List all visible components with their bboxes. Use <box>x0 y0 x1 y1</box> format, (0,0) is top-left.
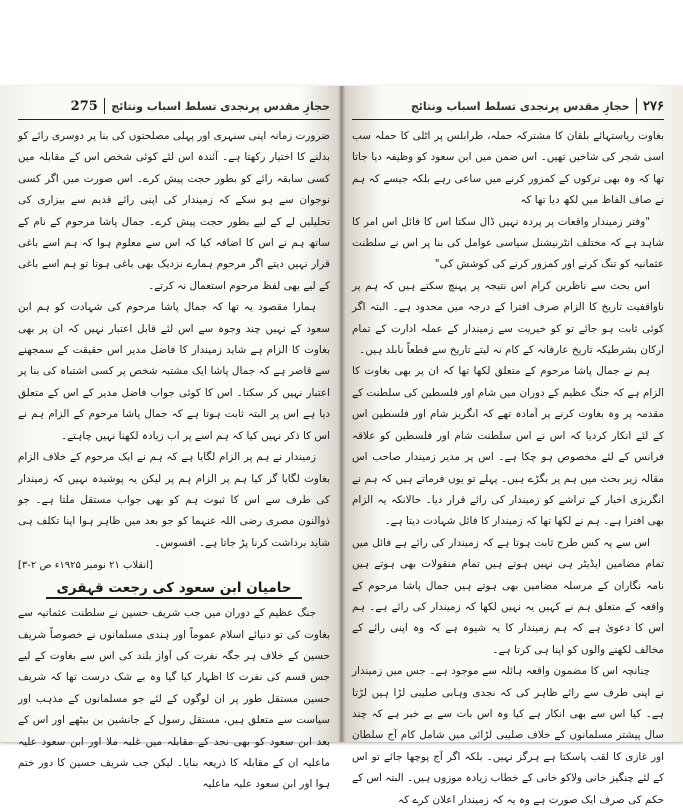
left-page-number: 275 <box>70 98 98 114</box>
header-divider <box>104 98 106 114</box>
right-page-header <box>352 96 664 120</box>
right-body <box>352 126 664 811</box>
left-running-head: حجازِ مقدس پرنجدی تسلط اسباب ونتائج <box>111 99 330 113</box>
left-body <box>18 126 330 796</box>
left-paragraph: ہمارا مقصود یہ تھا کہ جمال پاشا مرحوم کی شہادت کو ہم ابن سعود کے نہیں چند وجوہ سے اس لئے قابل اعتبار نہیں کہ ان پر بھی بغاوت کا الزام ہے شاید زمیندار کا فاضل مدیر اس حقیقت کے سمجھنے سے قاصر ہے کہ جمال پاشا ایک مشتبہ شخص پر کسی اشتباہ کی بنا پر اعتبار نہیں کر سکتا۔ اس کا کوئی جواب فاضل مدیر کے اس کے متعلق دیا ہے اس پر البتہ ثابت ہوتا ہے کہ جمال پاشا مرحوم کے الزام ہم نے اس کا ذکر نہیں کیا کہ ہم اسے پر اب زیادہ لکھنا نہیں چاہتے۔ <box>18 301 330 442</box>
block-quote: "وفتر زمیندار واقعات پر پردہ نہیں ڈال سکتا اس کا فائل اس امر کا شاہد ہے کہ مختلف انٹرنیشنل سیاسی عوامل کی بنا پر اس نے سلطنت عثمانیہ کو تنگ کرنے اور کمزور کرنے کی کوشش کی" <box>352 215 664 271</box>
right-paragraph: چنانچہ اس کا مضمون واقعہ ہائلہ سے موجود ہے۔ جس میں زمیندار نے اپنی طرف سے رائے ظاہر کی کہ نجدی وہابی صلیبی لڑا ہیں لڑتا ہے۔ کیا اس سے بھی انکار ہے کیا وہ اس بات سے بے خبر ہے کہ چند سال پیشتر مسلمانوں کے خلاف صلیبی لڑائی میں شامل کام آج سلطان اور غازی کا لقب پاسکتا ہے ہرگز نہیں۔ بلکہ اگر آج پوچھا جائے تو اس کے لئے چنگیز خانی ولاکو خانی کے خطاب زیادہ موزوں ہیں۔ البتہ اس کے حکم کی صرف ایک صورت ہے وہ یہ کہ زمیندار اعلان کرے کہ <box>352 665 664 806</box>
right-paragraph: بغاوت ریاستہائے بلقان کا مشترکہ حملہ، طرابلس پر اٹلی کا حملہ سب اسی شجر کی شاخیں تھیں۔ اس ضمن میں ابن سعود کو وظیفہ دیا جاتا تھا کہ وہ بھی ترکوں کے کمزور کرنے میں ساعی رہے بلکہ جیسے کہ ہم نے صاف الفاظ میں لکھ دیا تھا کہ <box>352 130 664 207</box>
section-title-text: حامیان ابن سعود کی رجعت قہقری <box>46 580 301 599</box>
left-page-header <box>18 96 330 120</box>
citation <box>18 557 330 575</box>
left-paragraph: جنگ عظیم کے دوران میں جب شریف حسین نے سلطنت عثمانیہ سے بغاوت کی تو دنیائے اسلام عموماً اور ہندی مسلمانوں نے خصوصاً شریف حسین کے خلاف ہر جگہ نفرت کی آواز بلند کی اس سے بغاوت کے لیے جس قسم کی نفرت کا اظہار کیا گیا وہ بے شک درست تھا کہ شریف حسین مستقل طور پر ان لوگوں کے لئے جو مسلمانوں کے مذہب اور سیاست سے متعلق ہیں، مستقل رسول کے جانشین بن بیٹھے اور اس کے بعد ابن سعود کو بھی نجد کے مقابلہ میں غلبہ ملا اور ابن سعود علیہ ماعلیہ ان کے مقابلہ کا ذریعہ بنایا۔ لیکن جب شریف حسین کا دور ختم ہوا اور ابن سعود علیہ ماعلیہ <box>18 607 330 791</box>
left-page <box>18 96 330 791</box>
right-paragraph: اس سے پہ کس طرح ثابت ہوتا ہے کہ زمیندار کی رائے ہے فائل میں تمام مضامین ایڈیٹر ہی نہیں ہوتے ہیں تمام منقولات بھی ہوتے ہیں نامہ نگاران کے مرسلہ مضامین بھی ہوتے ہیں جمال پاشا مرحوم کے واقعہ کے متعلق ہم نے کہیں یہ نہیں لکھا کہ زمیندار کی رائے ہے۔ ہم اس کا دعویٰ ہے کہ ہم زمیندار کا یہ شیوہ ہے کہ وہ اپنی رائے کے مخالف لکھنے والوں کو اپنا ہی کرتا ہے۔ <box>352 536 664 656</box>
citation-text: [انقلاب ۲۱ نومبر ۱۹۲۵ء ص ۲-۳] <box>18 560 153 572</box>
right-paragraph: ہم نے جمال پاشا مرحوم کے متعلق لکھا تھا کہ ان پر بھی بغاوت کا الزام ہے کہ جنگ عظیم کے دوران میں شام اور فلسطین کی سلطنت کے مقدمہ پر وہ بغاوت کرنے پر آمادہ تھے کہ انگریز شام اور فلسطین اس کے لئے انکار کردیا کہ اس نے اس سلطنت شام اور فلسطین کو علاقہ فرانس کے لئے مخصوص ہو چکا ہے۔ اس پر مدیر زمیندار صاحب اس مقالہ زیر بحث میں ہم پر بگڑے ہیں۔ پہلے تو یوں فرماتے ہیں کہ ہم نے انگریزی اخبار کے تراشے کو زمیندار کی رائے قرار دیا۔ حالانکہ یہ الزام بھی افترا ہے۔ ہم نے لکھا تھا کہ زمیندار کا فائل شہادت دیتا ہے۔ <box>352 365 664 528</box>
right-page-number: ۲۷۶ <box>643 98 664 114</box>
right-running-head: حجازِ مقدس پرنجدی تسلط اسباب ونتائج <box>410 99 630 113</box>
left-paragraph: زمیندار نے ہم پر الزام لگایا ہے کہ ہم نے ایک مرحوم کے خلاف الزام بغاوت لگایا گر کیا ہم پر الزام ہم پر لیکن یہ پوشیدہ نہیں کہ زمیندار کی طرف سے اس کا ثبوت ہم کو بھی جواب مستقل ملتا ہے۔ جو ذوالنون مصری رضی اللہ عنہما کو جو بعد میں ظاہر ہوا اپنا تکلف ہی شاید برداشت کرنا پڑ جاتا ہے۔ افسوس۔ <box>18 451 330 549</box>
section-title <box>18 577 330 599</box>
right-page <box>352 96 664 806</box>
header-divider <box>636 98 638 114</box>
left-paragraph: ضرورت زمانہ اپنی سنہری اور پہلی مصلحتوں کی بنا پر دوسری رائے کو بدلنے کا اختیار رکھتا ہے۔ آئندہ اس لئے کوئی شخص اس کے مقابلہ میں کسی سابقہ رائے کو بطور حجت پیش کرے۔ اس صورت میں اگر کسی نوجوان سے ہو سکے کہ زمیندار کی اپنی رائے قدیم سے بیزاری کی تحلیلیں لے کے لیے بطور حجت پیش کرے۔ جمال پاشا مرحوم کے نام کے ساتھ ہم نے اس کا اضافہ کیا کہ اس سے معلوم ہوا کہ ہم اسے باغی قرار نہیں دیتے اگر مرحوم ہمارے نزدیک بھی باغی ہوتا تو ہم اسے باغی کے لیے بھی لفظ مرحوم استعمال نہ کرتے۔ <box>18 130 330 292</box>
right-paragraph: اس بحث سے ناظرین کرام اس نتیجہ پر پہنچ سکتے ہیں کہ ہم پر ناواقفیت تاریخ کا الزام صرف افترا کے درجہ میں محدود ہے۔ البتہ اگر کوئی ثابت ہو جائے تو کو خیریت سے زمیندار کے عملہ ادارت کے تمام ارکان بشرطیکہ تاریخ عارفانہ کے کام نہ لیتے تاریخ سے قطعاً نابلد ہیں۔ <box>352 279 664 357</box>
